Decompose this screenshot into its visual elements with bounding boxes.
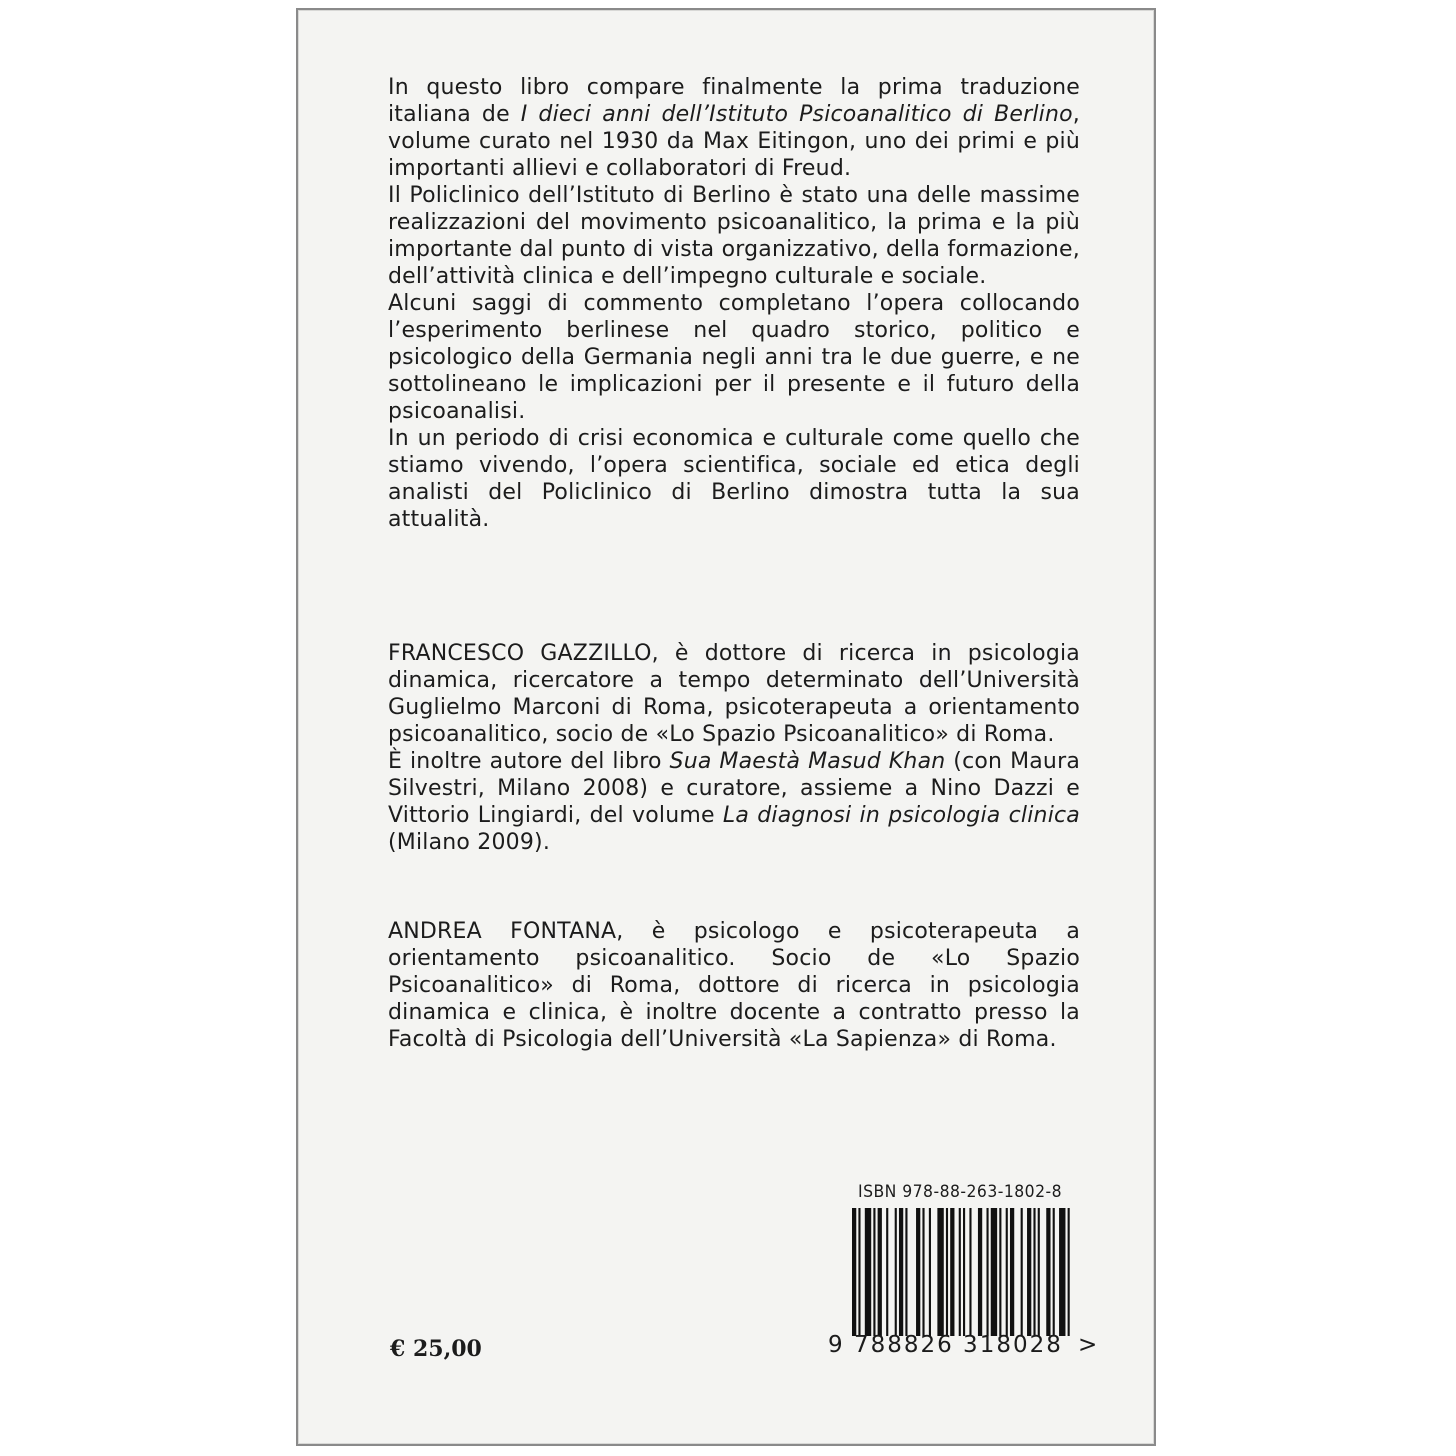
bio-gazzillo-text-a: È inoltre autore del libro — [388, 749, 670, 774]
author-bio-gazzillo — [388, 640, 1080, 856]
blurb-paragraph-1 — [388, 74, 1080, 182]
blurb-paragraph-4: In un periodo di crisi economica e culturale come quello che stiamo vivendo, l’opera scientifica, sociale ed etica degli analisti del Policlinico di Berlino dimostra tutta la sua attualità. — [388, 426, 1080, 532]
bio-gazzillo-paragraph-1: FRANCESCO GAZZILLO, è dottore di ricerca in psicologia dinamica, ricercatore a tempo determinato dell’Università Guglielmo Marconi di Roma, psicoterapeuta a orientamento psicoanalitico, socio de «Lo Spazio Psicoanalitico» di Roma. — [388, 641, 1080, 747]
author-bio-fontana — [388, 918, 1080, 1053]
bio-gazzillo-text-c: (Milano 2009). — [388, 830, 551, 855]
price-label: € 25,00 — [390, 1336, 482, 1362]
blurb-paragraph-3: Alcuni saggi di commento completano l’opera collocando l’esperimento berlinese nel quadro storico, politico e psicologico della Germania negli anni tra le due guerre, e ne sottolineano le implicazioni per il presente e il futuro della psicoanalisi. — [388, 291, 1080, 424]
barcode-arrow: > — [1078, 1332, 1098, 1358]
barcode-icon — [852, 1208, 1074, 1336]
book-back-cover — [296, 8, 1156, 1446]
book-title-italic: I dieci anni dell’Istituto Psicoanalitico di Berlino — [520, 102, 1073, 127]
bio-gazzillo-text-b: (con Maura Silvestri, Milano 2008) e curatore, assieme a Nino Dazzi e Vittorio Lingiardi, del volume — [388, 749, 1081, 828]
book-title-italic: La diagnosi in psicologia clinica — [722, 803, 1080, 828]
blurb-p1-text-b: , volume curato nel 1930 da Max Eitingon, uno dei primi e più importanti allievi e collaboratori di Freud. — [388, 102, 1080, 181]
blurb-p1-text-a: In questo libro compare finalmente la prima traduzione italiana de — [388, 75, 1080, 127]
isbn-label: ISBN 978-88-263-1802-8 — [858, 1182, 1062, 1202]
blurb-text — [388, 74, 1080, 533]
barcode-digits: 9 788826 318028 — [828, 1332, 1063, 1358]
book-title-italic: Sua Maestà Masud Khan — [669, 749, 946, 774]
bio-gazzillo-paragraph-2 — [388, 748, 1080, 856]
blurb-paragraph-2: Il Policlinico dell’Istituto di Berlino è stato una delle massime realizzazioni del movimento psicoanalitico, la prima e la più importante dal punto di vista organizzativo, della formazione, dell’attività clinica e dell’impegno culturale e sociale. — [388, 183, 1080, 289]
bio-fontana-paragraph-1: ANDREA FONTANA, è psicologo e psicoterapeuta a orientamento psicoanalitico. Socio de «Lo Spazio Psicoanalitico» di Roma, dottore di ricerca in psicologia dinamica e clinica, è inoltre docente a contratto presso la Facoltà di Psicologia dell’Università «La Sapienza» di Roma. — [388, 919, 1080, 1052]
